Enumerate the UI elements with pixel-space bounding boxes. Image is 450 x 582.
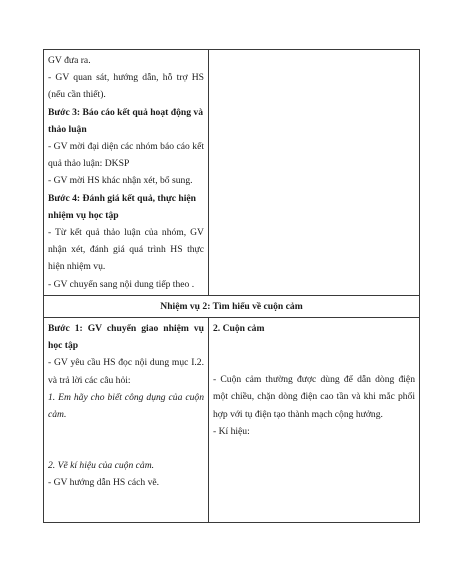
question-1: 1. Em hãy cho biết công dụng của cuộn cảm. (48, 391, 204, 421)
text-line: - GV hướng dẫn HS cách vẽ. (48, 477, 160, 489)
table-row (44, 50, 420, 296)
step-heading: Bước 4: Đánh giá kết quả, thực hiện nhiệm vụ học tập (48, 192, 196, 221)
question-2: 2. Vẽ kí hiệu của cuộn cảm. (48, 460, 155, 472)
text-line: - GV yêu cầu HS đọc nội dung mục I.2. và trả lời các câu hỏi: (48, 357, 204, 386)
teacher-activity-cell (44, 50, 209, 296)
table-row (44, 318, 420, 523)
section-heading: 2. Cuộn cảm (213, 323, 265, 335)
text-line: - Từ kết quả thảo luận của nhóm, GV nhận xét, đánh giá quá trình HS thực hiện nhiệm vụ. (48, 227, 204, 273)
text-line: - GV chuyển sang nội dung tiếp theo . (48, 278, 195, 290)
text-line: - Cuộn cảm thường được dùng để dẫn dòng điện một chiều, chặn dòng điện cao tần và khi mắc phối hợp với tụ điện tạo thành mạch cộng hưởng. (213, 374, 415, 420)
content-cell (209, 318, 420, 523)
content-cell (209, 50, 420, 296)
lesson-plan-table (43, 49, 420, 523)
spacer (48, 423, 204, 457)
teacher-activity-cell (44, 318, 209, 523)
table-row (44, 295, 420, 317)
text-line: GV đưa ra. (48, 55, 91, 66)
spacer (48, 492, 204, 520)
text-line: - Kí hiệu: (213, 425, 250, 437)
spacer (213, 337, 415, 371)
text-line: - GV mời HS khác nhận xét, bổ sung. (48, 175, 193, 187)
text-line: - GV quan sát, hướng dẫn, hỗ trợ HS (nếu cần thiết). (48, 72, 204, 101)
text-line: - GV mời đại diện các nhóm báo cáo kết quả thảo luận: DKSP (48, 141, 204, 170)
task-title: Nhiệm vụ 2: Tìm hiểu về cuộn cảm (44, 295, 420, 317)
step-heading: Bước 3: Báo cáo kết quả hoạt động và thảo luận (48, 106, 203, 135)
step-heading: Bước 1: GV chuyển giao nhiệm vụ học tập (48, 323, 204, 352)
